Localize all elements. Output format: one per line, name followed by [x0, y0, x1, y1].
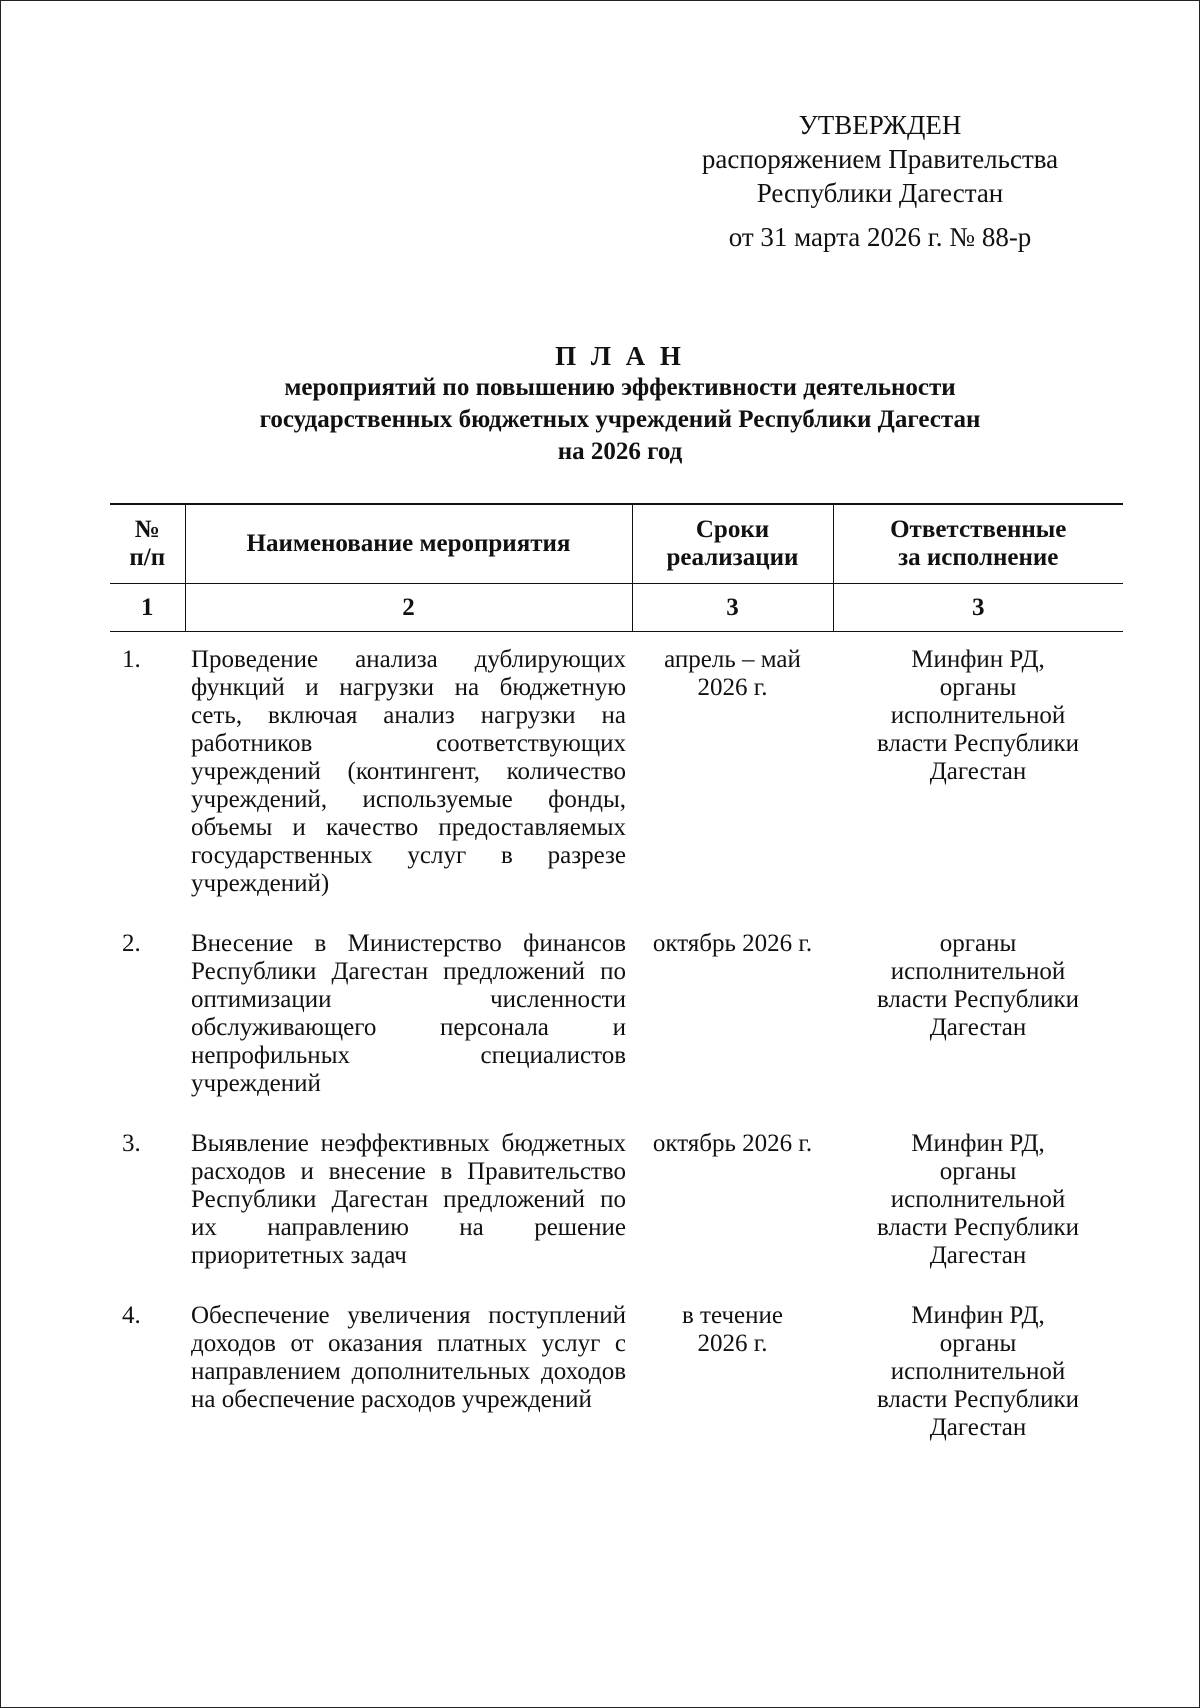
row-responsible-line: Минфин РД, — [911, 1302, 1045, 1329]
approval-date: от 31 марта 2026 г. № 88-р — [728, 222, 1032, 252]
row-responsible-line: исполнительной — [890, 958, 1066, 985]
row-responsible-line: власти Республики — [876, 730, 1080, 757]
row-term-line-1: октябрь 2026 г. — [652, 1130, 813, 1157]
row-measure-name: Выявление неэффективных бюджетных расходов и внесение в Правительство Республики Дагестан предложений по их направлению на решение приоритетных задач — [191, 1130, 626, 1269]
row-term — [632, 632, 833, 917]
row-responsible — [833, 1288, 1123, 1460]
approval-issuer-line-1: распоряжением Правительства — [701, 144, 1059, 174]
header-number-line-2: п/п — [129, 544, 166, 571]
table-row — [110, 632, 1123, 917]
row-responsible-line: органы — [939, 930, 1017, 957]
approval-stamp — [660, 108, 1100, 254]
row-measure-name: Обеспечение увеличения поступлений доходов от оказания платных услуг с направлением дополнительных доходов на обеспечение расходов учреждений — [191, 1302, 626, 1413]
row-responsible-line: Дагестан — [929, 1242, 1027, 1269]
column-number-4: 3 — [833, 584, 1123, 632]
row-responsible-line: Дагестан — [929, 1014, 1027, 1041]
header-responsible — [833, 504, 1123, 584]
table-row — [110, 1288, 1123, 1460]
header-responsible-line-1: Ответственные — [890, 516, 1067, 543]
row-responsible-line: органы — [939, 1158, 1017, 1185]
row-number: 1. — [122, 646, 141, 673]
row-responsible-line: Минфин РД, — [911, 1130, 1045, 1157]
table-row — [110, 1116, 1123, 1288]
row-responsible — [833, 632, 1123, 917]
header-number — [110, 504, 185, 584]
row-responsible-line: Минфин РД, — [911, 646, 1045, 673]
row-term — [632, 916, 833, 1116]
header-responsible-line-2: за исполнение — [898, 544, 1059, 571]
document-title — [130, 340, 1110, 468]
table-header-row — [110, 504, 1123, 584]
approval-title: УТВЕРЖДЕН — [798, 110, 962, 140]
header-term-line-1: Сроки — [695, 516, 770, 543]
approval-issuer-line-2: Республики Дагестан — [756, 178, 1004, 208]
column-number-3: 3 — [632, 584, 833, 632]
row-responsible-line: власти Республики — [876, 986, 1080, 1013]
plan-table — [110, 503, 1123, 1460]
row-term — [632, 1288, 833, 1460]
title-line-3: на 2026 год — [557, 438, 683, 465]
row-responsible — [833, 1116, 1123, 1288]
row-number: 3. — [122, 1130, 141, 1157]
column-number-1: 1 — [110, 584, 185, 632]
header-name: Наименование мероприятия — [185, 504, 632, 584]
row-term-line-2: 2026 г. — [697, 674, 768, 701]
header-number-line-1: № — [134, 516, 160, 543]
row-number: 2. — [122, 930, 141, 957]
row-number: 4. — [122, 1302, 141, 1329]
row-term — [632, 1116, 833, 1288]
title-line-2: государственных бюджетных учреждений Республики Дагестан — [259, 406, 981, 433]
row-responsible-line: Дагестан — [929, 1414, 1027, 1441]
row-responsible-line: исполнительной — [890, 702, 1066, 729]
row-responsible-line: власти Республики — [876, 1386, 1080, 1413]
row-term-line-2: 2026 г. — [697, 1330, 768, 1357]
row-responsible-line: исполнительной — [890, 1186, 1066, 1213]
title-line-1: мероприятий по повышению эффективности деятельности — [284, 374, 956, 401]
row-responsible — [833, 916, 1123, 1116]
header-term — [632, 504, 833, 584]
row-term-line-1: апрель – май — [664, 646, 801, 673]
column-number-row — [110, 584, 1123, 632]
header-term-line-2: реализации — [666, 544, 799, 571]
row-responsible-line: Дагестан — [929, 758, 1027, 785]
table-row — [110, 916, 1123, 1116]
row-measure-name: Внесение в Министерство финансов Республики Дагестан предложений по оптимизации численности обслуживающего персонала и непрофильных специалистов учреждений — [191, 930, 626, 1097]
row-term-line-1: в течение — [682, 1302, 783, 1329]
row-responsible-line: исполнительной — [890, 1358, 1066, 1385]
row-responsible-line: органы — [939, 1330, 1017, 1357]
row-measure-name: Проведение анализа дублирующих функций и нагрузки на бюджетную сеть, включая анализ нагрузки на работников соответствующих учреждений (контингент, количество учреждений, используемые фонды, объемы и качество предоставляемых государственных услуг в разрезе учреждений) — [191, 646, 626, 897]
plan-heading: П Л А Н — [555, 341, 685, 371]
row-term-line-1: октябрь 2026 г. — [652, 930, 813, 957]
row-responsible-line: власти Республики — [876, 1214, 1080, 1241]
row-responsible-line: органы — [939, 674, 1017, 701]
column-number-2: 2 — [185, 584, 632, 632]
